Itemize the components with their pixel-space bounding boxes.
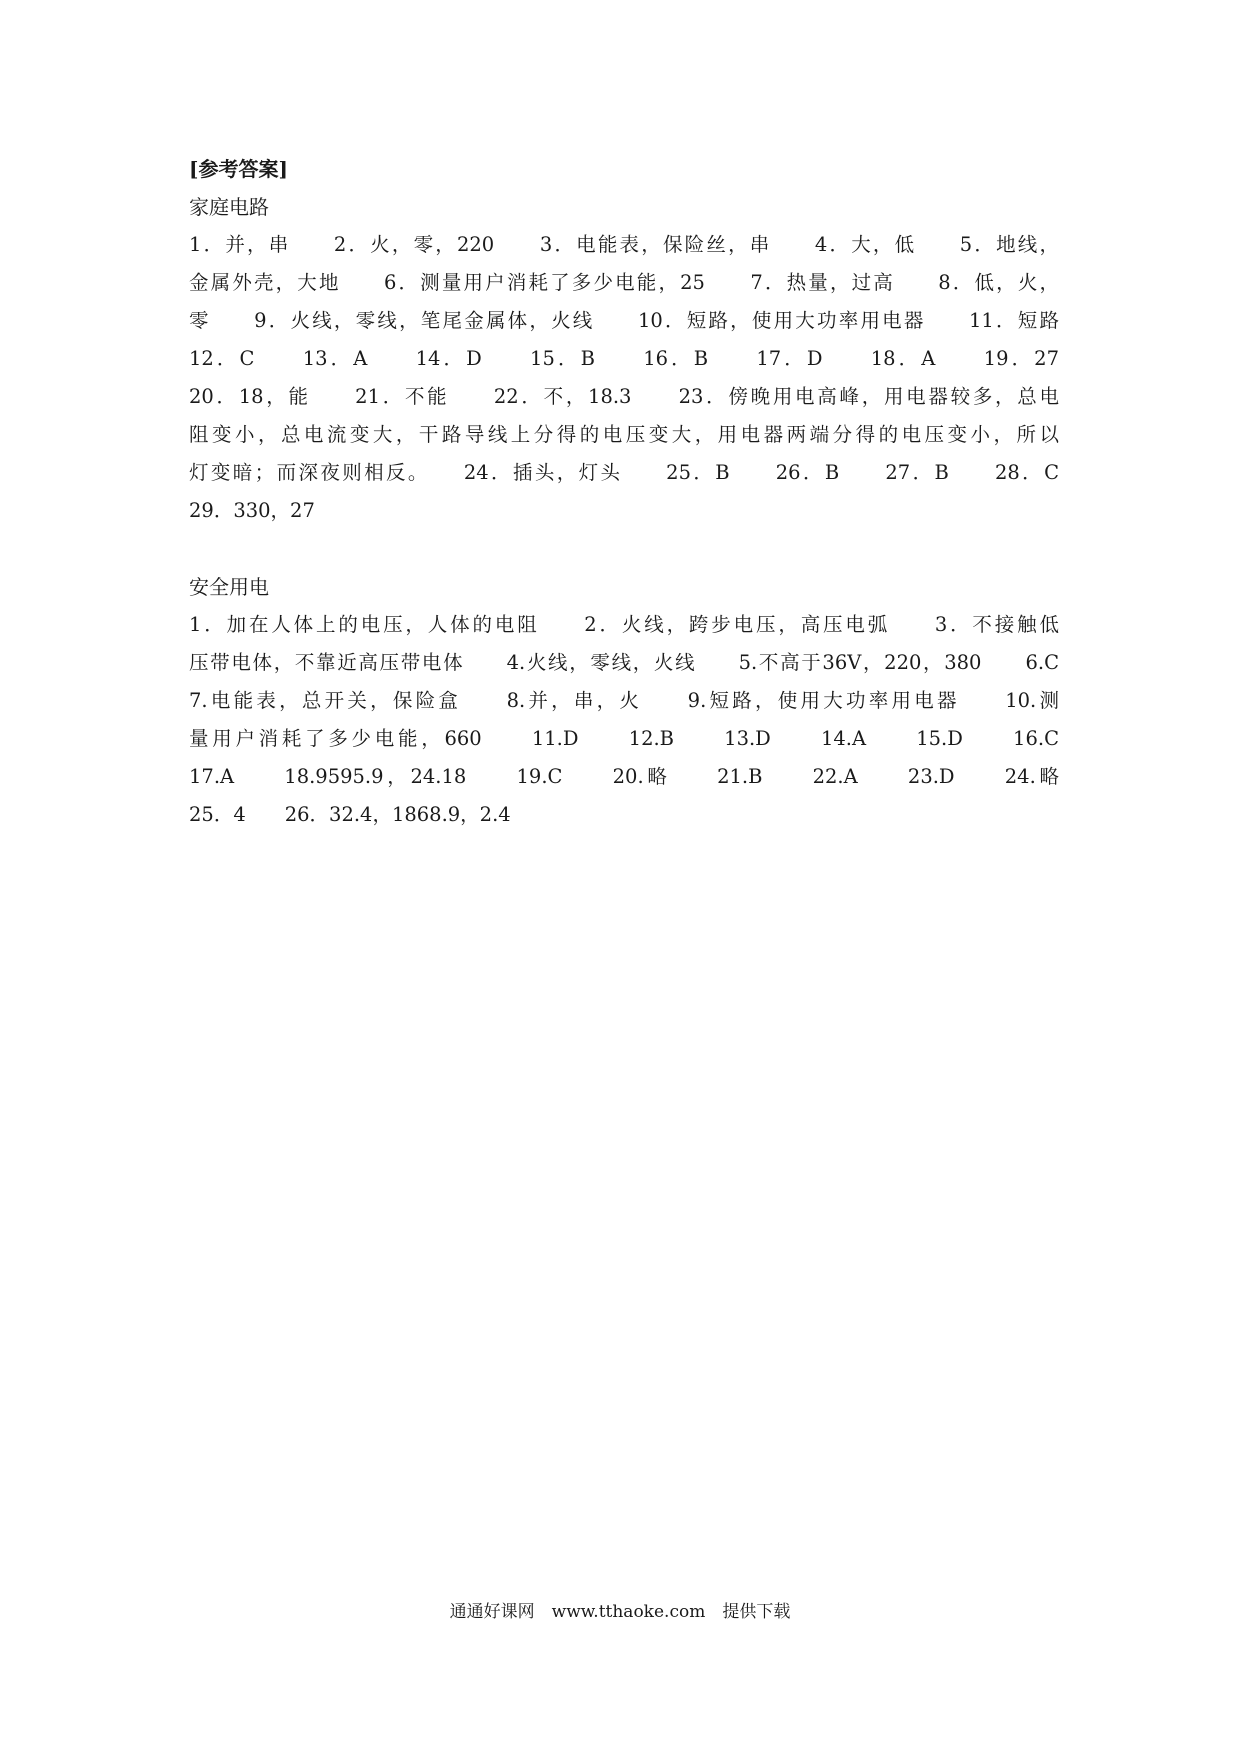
- answer-line: 量用户消耗了多少电能，660 11.D 12.B 13.D 14.A 15.D 16.C: [189, 727, 1059, 750]
- answer-line: 20．18，能 21．不能 22．不，18.3 23．傍晚用电高峰，用电器较多，总电: [189, 385, 1059, 408]
- page-footer: 通通好课网 www.tthaoke.com 提供下载: [449, 1602, 791, 1622]
- answer-line: 金属外壳，大地 6．测量用户消耗了多少电能，25 7．热量，过高 8．低，火，: [189, 271, 1059, 294]
- answer-line: 12．C 13．A 14．D 15．B 16．B 17．D 18．A 19．27: [189, 347, 1059, 370]
- answer-line: 17.A 18.9595.9，24.18 19.C 20.略 21.B 22.A 23.D 24.略: [189, 765, 1059, 788]
- section-title-electrical-safety: 安全用电: [189, 575, 269, 599]
- answer-content: [189, 150, 1059, 834]
- answer-heading: [参考答案]: [189, 157, 288, 181]
- answer-line: 灯变暗；而深夜则相反。 24．插头，灯头 25．B 26．B 27．B 28．C: [189, 461, 1059, 484]
- section-title-home-circuit: 家庭电路: [189, 195, 269, 219]
- answer-line: 阻变小，总电流变大，干路导线上分得的电压变大，用电器两端分得的电压变小，所以: [189, 423, 1059, 446]
- section-spacer: [189, 530, 1059, 568]
- answer-line: 压带电体，不靠近高压带电体 4.火线，零线，火线 5.不高于36V，220，380 6.C: [189, 651, 1059, 674]
- answer-line: 25．4 26．32.4，1868.9，2.4: [189, 803, 511, 826]
- answer-line: 1．并，串 2．火，零，220 3．电能表，保险丝，串 4．大，低 5．地线，: [189, 233, 1059, 256]
- answer-line: 7.电能表，总开关，保险盒 8.并，串，火 9.短路，使用大功率用电器 10.测: [189, 689, 1059, 712]
- answer-line: 零 9．火线，零线，笔尾金属体，火线 10．短路，使用大功率用电器 11．短路: [189, 309, 1059, 332]
- answer-line: 29．330，27: [189, 499, 315, 522]
- answer-line: 1．加在人体上的电压，人体的电阻 2．火线，跨步电压，高压电弧 3．不接触低: [189, 613, 1059, 636]
